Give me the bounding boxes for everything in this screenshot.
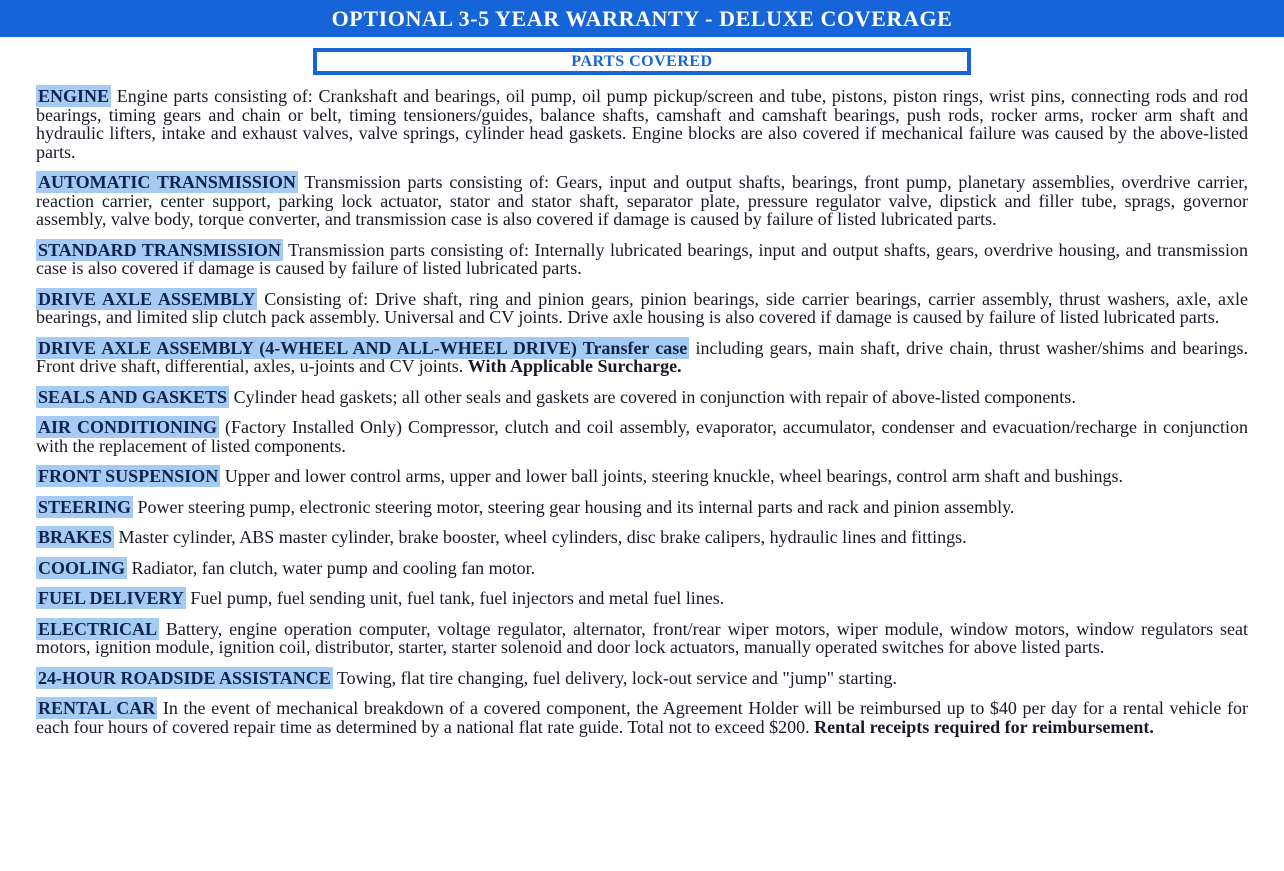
- section-body: Radiator, fan clutch, water pump and cooling fan motor.: [131, 557, 536, 578]
- section-heading: ELECTRICAL: [38, 618, 158, 639]
- section-body: In the event of mechanical breakdown of a covered component, the Agreement Holder will be reimbursed up to $40 per day for a rental vehicle for each four hours of covered repair time as determined by a national flat rate guide. Total not to exceed $200.: [36, 698, 1249, 737]
- section-heading: DRIVE AXLE ASSEMBLY (4-WHEEL AND ALL-WHEEL DRIVE) Transfer case: [38, 337, 688, 358]
- parts-covered-label: PARTS COVERED: [571, 53, 713, 70]
- section-body: Transmission parts consisting of: Internally lubricated bearings, input and output shafts, gears, overdrive housing, and transmission case is also covered if damage is caused by failure of listed lubricated parts.: [36, 239, 1248, 278]
- section-heading: FUEL DELIVERY: [38, 588, 184, 608]
- section-heading: ENGINE: [38, 86, 110, 106]
- section-body: Battery, engine operation computer, voltage regulator, alternator, front/rear wiper motors, wiper module, window motors, window regulators seat motors, ignition module, ignition coil, distributor, starter, starter solenoid and door lock actuators, manually operated switches for above listed parts.: [36, 618, 1249, 657]
- coverage-section: [36, 388, 1248, 407]
- section-body: Consisting of: Drive shaft, ring and pinion gears, pinion bearings, side carrier bearings, carrier assembly, thrust washers, axle, axle bearings, and limited slip clutch pack assembly. Universal and CV joints. Drive axle housing is also covered if damage is caused by failure of listed lubricated parts.: [36, 288, 1249, 327]
- section-heading: AUTOMATIC TRANSMISSION: [38, 172, 296, 192]
- section-body: including gears, main shaft, drive chain, thrust washer/shims and bearings. Front drive shaft, differential, axles, u-joints and CV joints.: [36, 337, 1248, 376]
- coverage-section: [36, 559, 1248, 578]
- section-body: Power steering pump, electronic steering motor, steering gear housing and its internal parts and rack and pinion assembly.: [137, 496, 1015, 517]
- coverage-section: [36, 620, 1248, 657]
- title-bar: [0, 0, 1284, 37]
- section-body: Fuel pump, fuel sending unit, fuel tank, fuel injectors and metal fuel lines.: [190, 588, 725, 608]
- coverage-section: [36, 467, 1248, 486]
- section-heading: STANDARD TRANSMISSION: [38, 239, 281, 260]
- coverage-section: [36, 699, 1248, 736]
- coverage-section: [36, 418, 1248, 455]
- parts-covered-banner: [313, 48, 971, 75]
- section-body: Engine parts consisting of: Crankshaft and bearings, oil pump, oil pump pickup/screen and tube, pistons, piston rings, wrist pins, connecting rods and rod bearings, timing gears and chain or belt, timing tensioners/guides, balance shafts, camshaft and camshaft bearings, push rods, rocker arms, rocker arm shaft and hydraulic lifters, intake and exhaust valves, valve springs, cylinder head gaskets. Engine blocks are also covered if mechanical failure was caused by the above-listed parts.: [36, 86, 1248, 162]
- coverage-section: [36, 87, 1248, 161]
- section-body: Cylinder head gaskets; all other seals and gaskets are covered in conjunction with repair of above-listed components.: [233, 386, 1076, 407]
- section-heading: DRIVE AXLE ASSEMBLY: [38, 288, 256, 309]
- coverage-section: [36, 498, 1248, 517]
- section-heading: COOLING: [38, 557, 126, 578]
- section-heading: STEERING: [38, 496, 132, 517]
- coverage-section: [36, 173, 1248, 229]
- document-title: OPTIONAL 3-5 YEAR WARRANTY - DELUXE COVERAGE: [331, 5, 953, 31]
- section-body: Towing, flat tire changing, fuel delivery, lock-out service and "jump" starting.: [336, 667, 898, 688]
- section-body: Transmission parts consisting of: Gears, input and output shafts, bearings, front pump, planetary assemblies, overdrive carrier, reaction carrier, center support, parking lock actuator, stator and stator shaft, separator plate, pressure regulator valve, dipstick and filler tube, sprags, governor assembly, valve body, torque converter, and transmission case is also covered if damage is caused by failure of listed lubricated parts.: [36, 172, 1248, 229]
- coverage-section: [36, 290, 1248, 327]
- section-heading: SEALS AND GASKETS: [38, 386, 228, 407]
- section-heading: BRAKES: [38, 527, 113, 547]
- section-body: (Factory Installed Only) Compressor, clutch and coil assembly, evaporator, accumulator, condenser and evacuation/recharge in conjunction with the replacement of listed components.: [36, 417, 1249, 456]
- sections: [0, 87, 1284, 736]
- section-heading: RENTAL CAR: [38, 698, 156, 718]
- section-heading: 24-HOUR ROADSIDE ASSISTANCE: [38, 667, 331, 688]
- section-bold: With Applicable Surcharge.: [467, 356, 682, 376]
- coverage-section: [36, 669, 1248, 688]
- coverage-section: [36, 589, 1248, 608]
- coverage-section: [36, 339, 1248, 376]
- coverage-section: [36, 528, 1248, 547]
- section-body: Upper and lower control arms, upper and lower ball joints, steering knuckle, wheel bearings, control arm shaft and bushings.: [224, 466, 1123, 486]
- coverage-section: [36, 241, 1248, 278]
- section-body: Master cylinder, ABS master cylinder, brake booster, wheel cylinders, disc brake calipers, hydraulic lines and fittings.: [118, 527, 967, 547]
- section-bold: Rental receipts required for reimbursement.: [814, 716, 1154, 737]
- section-heading: FRONT SUSPENSION: [38, 466, 219, 486]
- section-heading: AIR CONDITIONING: [38, 417, 218, 437]
